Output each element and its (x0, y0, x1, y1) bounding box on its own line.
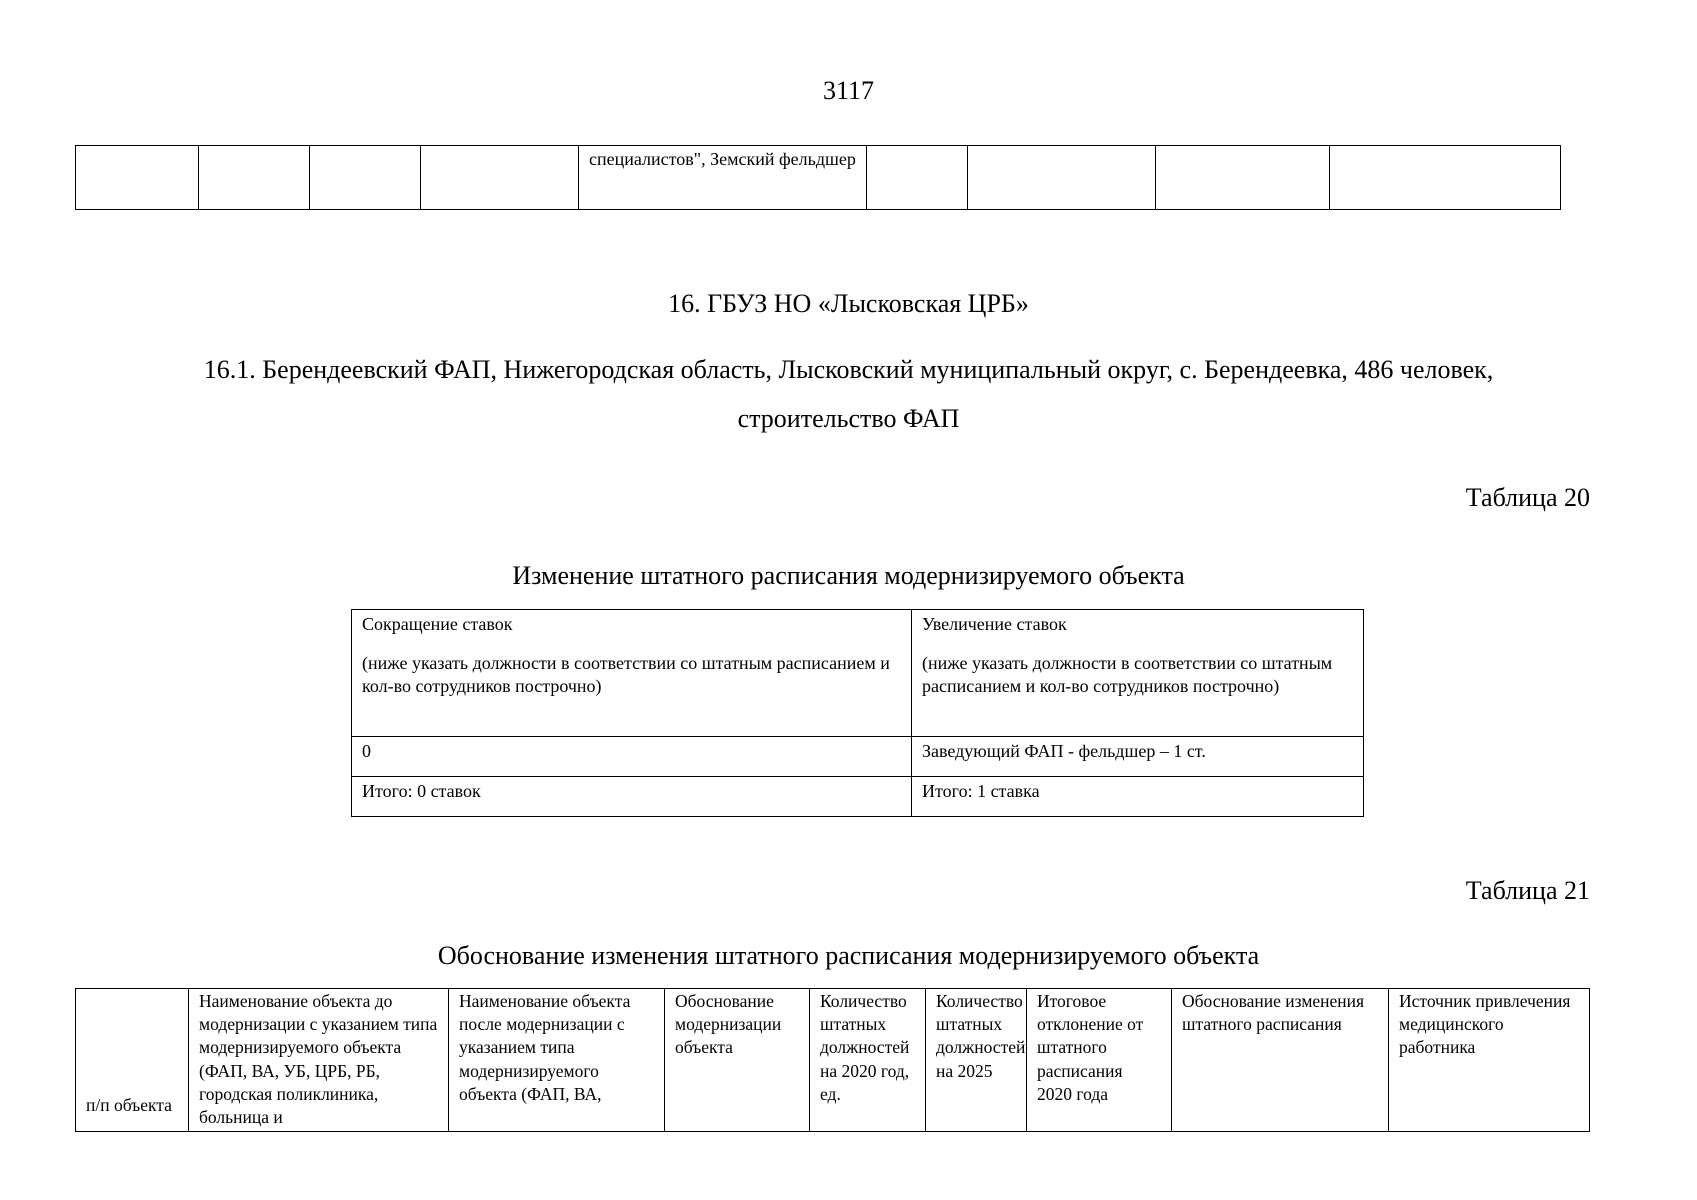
table-cell: 0 (352, 737, 912, 777)
header-cell-increase (912, 610, 1364, 737)
header-cell: Обоснование изменения штатного расписания (1172, 989, 1389, 1132)
header-title: Увеличение ставок (922, 614, 1067, 634)
header-note: (ниже указать должности в соответствии со штатным расписанием и кол-во сотрудников построчно) (362, 652, 890, 696)
header-cell-reduction (352, 610, 912, 737)
table-cell (421, 146, 579, 210)
header-cell: Количество штатных должностей на 2025 (926, 989, 1027, 1132)
staffing-justification-table (75, 988, 1590, 1132)
table-cell (1330, 146, 1561, 210)
continuation-table (75, 145, 1561, 210)
section-subheading-line-1: 16.1. Берендеевский ФАП, Нижегородская область, Лысковский муниципальный округ, с. Берендеевка, 486 человек, (203, 355, 1494, 384)
table-cell: Итого: 0 ставок (352, 777, 912, 817)
table-row (352, 737, 1364, 777)
header-title: Сокращение ставок (362, 614, 513, 634)
header-cell: Итоговое отклонение от штатного расписания 2020 года (1027, 989, 1172, 1132)
header-cell: п/п объекта (76, 989, 189, 1132)
header-cell: Наименование объекта до модернизации с указанием типа модернизируемого объекта (ФАП, ВА, УБ, ЦРБ, РБ, городская поликлиника, больница и (189, 989, 449, 1132)
table-header-row (76, 989, 1590, 1132)
table-21-label: Таблица 21 (1465, 876, 1590, 905)
table-row (352, 777, 1364, 817)
table-21-title: Обоснование изменения штатного расписания модернизируемого объекта (437, 941, 1260, 970)
table-cell (76, 146, 199, 210)
header-cell: Обоснование модернизации объекта (665, 989, 810, 1132)
table-cell: Итого: 1 ставка (912, 777, 1364, 817)
table-cell (1156, 146, 1330, 210)
table-20-title: Изменение штатного расписания модернизируемого объекта (512, 561, 1185, 590)
header-cell: Наименование объекта после модернизации с указанием типа модернизируемого объекта (ФАП, ВА, (449, 989, 665, 1132)
header-note: (ниже указать должности в соответствии со штатным расписанием и кол-во сотрудников построчно) (922, 652, 1333, 696)
table-cell: специалистов", Земский фельдшер (579, 146, 867, 210)
table-row (76, 146, 1561, 210)
table-header-row (352, 610, 1364, 737)
section-subheading-line-2: строительство ФАП (737, 404, 960, 433)
section-heading: 16. ГБУЗ НО «Лысковская ЦРБ» (668, 289, 1029, 318)
header-cell: Количество штатных должностей на 2020 год, ед. (810, 989, 926, 1132)
table-cell (199, 146, 310, 210)
table-cell (310, 146, 421, 210)
header-cell: Источник привлечения медицинского работника (1389, 989, 1590, 1132)
page-number: 3117 (822, 76, 875, 105)
table-20-label: Таблица 20 (1465, 483, 1590, 512)
table-cell: Заведующий ФАП - фельдшер – 1 ст. (912, 737, 1364, 777)
staffing-change-table (351, 609, 1364, 817)
table-cell (867, 146, 968, 210)
table-cell (968, 146, 1156, 210)
